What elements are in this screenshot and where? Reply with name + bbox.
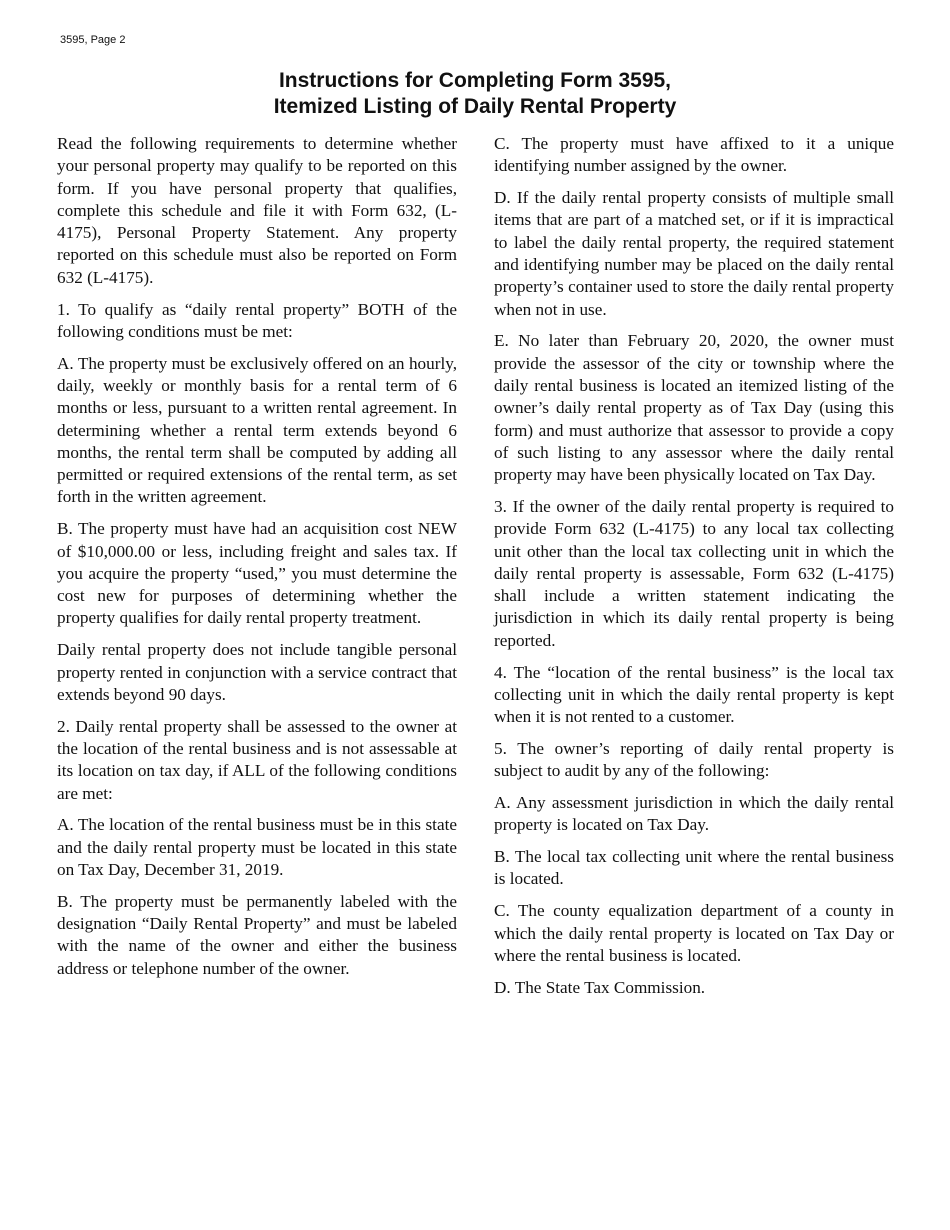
- requirement-5a-paragraph: A. Any assessment jurisdiction in which the daily rental property is located on Tax Day.: [494, 793, 894, 835]
- requirement-2a-paragraph: A. The location of the rental business must be in this state and the daily rental property must be located in this state on Tax Day, December 31, 2019.: [57, 815, 457, 879]
- requirement-2b-paragraph: B. The property must be permanently labeled with the designation “Daily Rental Property” and must be labeled with the name of the owner and either the business address or telephone number of the owner.: [57, 891, 457, 978]
- right-text-column: [494, 133, 894, 1008]
- requirement-2e-paragraph: E. No later than February 20, 2020, the owner must provide the assessor of the city or township where the daily rental business is located an itemized listing of the owner’s daily rental property as of Tax Day (using this form) and must authorize that assessor to provide a copy of such listing to any assessor where the daily rental property may have been physically located on Tax Day.: [494, 331, 894, 485]
- page-number-label: 3595, Page 2: [60, 34, 126, 46]
- requirement-5-paragraph: 5. The owner’s reporting of daily rental property is subject to audit by any of the following:: [494, 738, 894, 781]
- requirement-5c-paragraph: C. The county equalization department of a county in which the daily rental property is located on Tax Day or where the rental business is located.: [494, 901, 894, 965]
- requirement-2-paragraph: 2. Daily rental property shall be assessed to the owner at the location of the rental business and is not assessable at its location on tax day, if ALL of the following conditions are met:: [57, 716, 457, 803]
- document-title: [0, 68, 950, 120]
- requirement-5d-paragraph: D. The State Tax Commission.: [494, 977, 706, 997]
- requirement-1b-paragraph: B. The property must have had an acquisition cost NEW of $10,000.00 or less, including freight and sales tax. If you acquire the property “used,” you must determine the cost new for purposes of determining whether the property qualifies for daily rental property treatment.: [57, 519, 457, 628]
- requirement-1-paragraph: 1. To qualify as “daily rental property” BOTH of the following conditions must be met:: [57, 299, 457, 341]
- document-title-line-1: Instructions for Completing Form 3595,: [278, 69, 672, 92]
- requirement-3-paragraph: 3. If the owner of the daily rental property is required to provide Form 632 (L-4175) to any local tax collecting unit other than the local tax collecting unit in which the daily rental property is assessable, Form 632 (L-4175) shall include a written statement indicating the jurisdiction in which its daily rental property is being reported.: [494, 496, 894, 650]
- requirement-4-paragraph: 4. The “location of the rental business” is the local tax collecting unit in which the daily rental property is kept when it is not rented to a customer.: [494, 662, 894, 727]
- requirement-2d-paragraph: D. If the daily rental property consists of multiple small items that are part of a matched set, or if it is impractical to label the daily rental property, the required statement and identifying number may be placed on the daily rental property’s container used to store the daily rental property when not in use.: [494, 188, 894, 319]
- requirement-5b-paragraph: B. The local tax collecting unit where the rental business is located.: [494, 847, 894, 889]
- intro-paragraph: Read the following requirements to determine whether your personal property may qualify to be reported on this form. If you have personal property that qualifies, complete this schedule and file it with Form 632, (L-4175), Personal Property Statement. Any property reported on this schedule must also be reported on Form 632 (L-4175).: [57, 134, 457, 287]
- left-text-column: [57, 133, 457, 989]
- requirement-1a-paragraph: A. The property must be exclusively offered on an hourly, daily, weekly or monthly basis for a rental term of 6 months or less, pursuant to a written rental agreement. In determining whether a rental term extends beyond 6 months, the rental term shall be computed by adding all permitted or required extensions of the rental term, as set forth in the written agreement.: [57, 353, 457, 507]
- requirement-2c-paragraph: C. The property must have affixed to it a unique identifying number assigned by the owner.: [494, 134, 894, 176]
- exclusion-paragraph: Daily rental property does not include tangible personal property rented in conjunction with a service contract that extends beyond 90 days.: [57, 640, 457, 704]
- document-title-line-2: Itemized Listing of Daily Rental Property: [273, 95, 677, 118]
